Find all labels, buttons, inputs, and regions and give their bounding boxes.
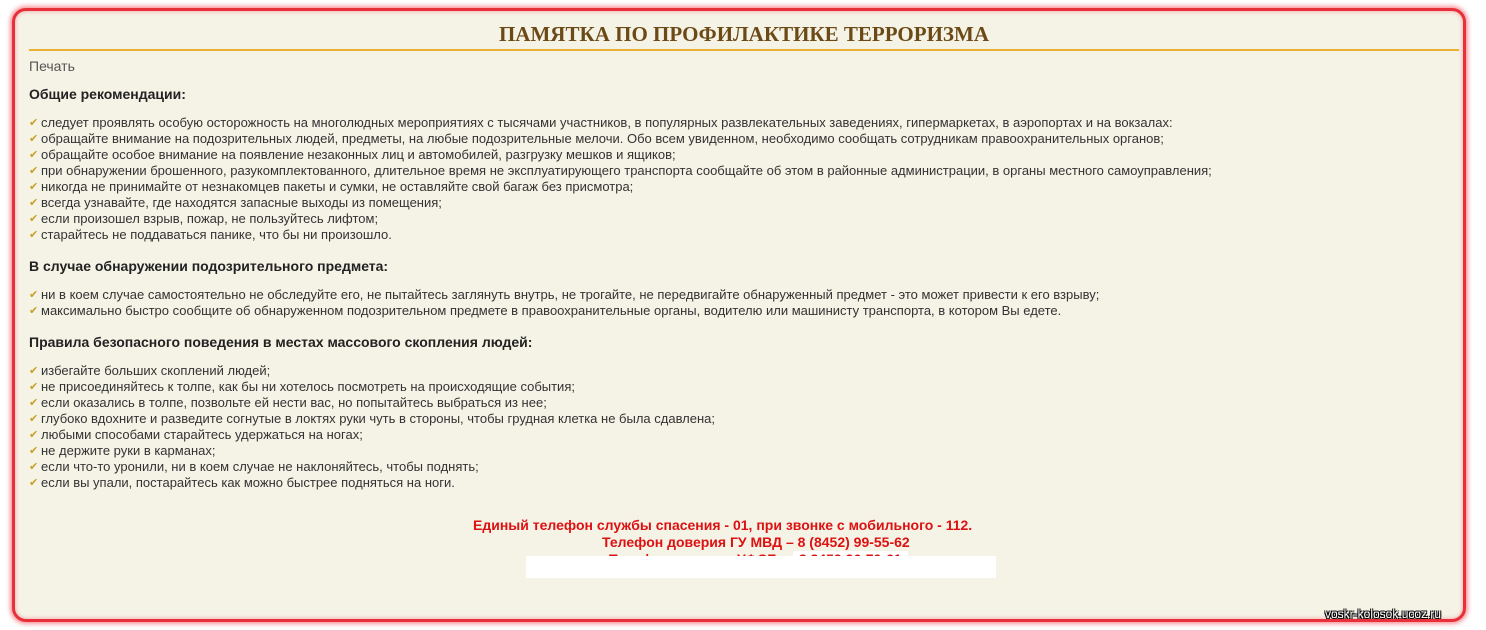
list-item: ✔ обращайте внимание на подозрительных людей, предметы, на любые подозрительные мелочи. Обо всем увиденном, необходимо сообщать сотрудникам правоохранительных органов; xyxy=(29,131,1164,146)
list-item: ✔ если произошел взрыв, пожар, не пользуйтесь лифтом; xyxy=(29,211,379,226)
checkmark-icon: ✔ xyxy=(29,477,39,489)
checkmark-icon: ✔ xyxy=(29,229,39,241)
list-item: ✔ глубоко вдохните и разведите согнутые в локтях руки чуть в стороны, чтобы грудная клетка не была сдавлена; xyxy=(29,411,716,426)
section-heading-crowd-safety: Правила безопасного поведения в местах массового скопления людей: xyxy=(29,334,533,350)
list-item: ✔ старайтесь не поддаваться панике, что бы ни произошло. xyxy=(29,227,392,242)
checkmark-icon: ✔ xyxy=(29,197,39,209)
rescue-phone-line: Единый телефон службы спасения - 01, при звонке с мобильного - 112. xyxy=(473,517,973,533)
checkmark-icon: ✔ xyxy=(29,149,39,161)
section-heading-general: Общие рекомендации: xyxy=(29,86,186,102)
site-watermark: voskr-kolosok.ucoz.ru xyxy=(1325,607,1442,621)
list-general xyxy=(29,115,1459,243)
title-divider xyxy=(29,49,1459,51)
checkmark-icon: ✔ xyxy=(29,133,39,145)
checkmark-icon: ✔ xyxy=(29,429,39,441)
checkmark-icon: ✔ xyxy=(29,305,39,317)
list-item: ✔ если что-то уронили, ни в коем случае не наклоняйтесь, чтобы поднять; xyxy=(29,459,479,474)
print-link[interactable]: Печать xyxy=(29,58,75,74)
list-item: ✔ не присоединяйтесь к толпе, как бы ни хотелось посмотреть на происходящие события; xyxy=(29,379,575,394)
list-item: ✔ обращайте особое внимание на появление незаконных лиц и автомобилей, разгрузку мешков и ящиков; xyxy=(29,147,676,162)
list-item: ✔ ни в коем случае самостоятельно не обследуйте его, не пытайтесь заглянуть внутрь, не трогайте, не передвигайте обнаруженный предмет - это может привести к его взрыву; xyxy=(29,287,1100,302)
checkmark-icon: ✔ xyxy=(29,117,39,129)
list-item: ✔ любыми способами старайтесь удержаться на ногах; xyxy=(29,427,363,442)
list-item: ✔ при обнаружении брошенного, разукомплектованного, длительное время не эксплуатирующего транспорта сообщайте об этом в районные администрации, в органы местного самоуправления; xyxy=(29,163,1212,178)
checkmark-icon: ✔ xyxy=(29,165,39,177)
list-item: ✔ избегайте больших скоплений людей; xyxy=(29,363,271,378)
checkmark-icon: ✔ xyxy=(29,397,39,409)
blank-banner xyxy=(526,556,996,578)
page-title: ПАМЯТКА ПО ПРОФИЛАКТИКЕ ТЕРРОРИЗМА xyxy=(498,22,990,46)
list-item: ✔ всегда узнавайте, где находятся запасные выходы из помещения; xyxy=(29,195,442,210)
police-hotline-line: Телефон доверия ГУ МВД – 8 (8452) 99-55-62 xyxy=(602,534,910,550)
list-item: ✔ если вы упали, постарайтесь как можно быстрее подняться на ноги. xyxy=(29,475,455,490)
section-heading-suspicious-object: В случае обнаружении подозрительного предмета: xyxy=(29,258,389,274)
checkmark-icon: ✔ xyxy=(29,181,39,193)
checkmark-icon: ✔ xyxy=(29,289,39,301)
memo-content xyxy=(29,85,1459,491)
list-item: ✔ максимально быстро сообщите об обнаруженном подозрительном предмете в правоохранительные органы, водителю или машинисту транспорта, в котором Вы едете. xyxy=(29,303,1062,318)
checkmark-icon: ✔ xyxy=(29,445,39,457)
checkmark-icon: ✔ xyxy=(29,365,39,377)
list-item: ✔ никогда не принимайте от незнакомцев пакеты и сумки, не оставляйте свой багаж без присмотра; xyxy=(29,179,634,194)
list-crowd-safety xyxy=(29,363,1459,491)
list-item: ✔ если оказались в толпе, позвольте ей нести вас, но попытайтесь выбраться из нее; xyxy=(29,395,547,410)
list-item: ✔ не держите руки в карманах; xyxy=(29,443,216,458)
checkmark-icon: ✔ xyxy=(29,461,39,473)
checkmark-icon: ✔ xyxy=(29,213,39,225)
list-suspicious-object xyxy=(29,287,1459,319)
checkmark-icon: ✔ xyxy=(29,381,39,393)
checkmark-icon: ✔ xyxy=(29,413,39,425)
memo-panel xyxy=(12,8,1466,622)
list-item: ✔ следует проявлять особую осторожность на многолюдных мероприятиях с тысячами участников, в популярных развлекательных заведениях, гипермаркетах, в аэропортах и на вокзалах: xyxy=(29,115,1173,130)
